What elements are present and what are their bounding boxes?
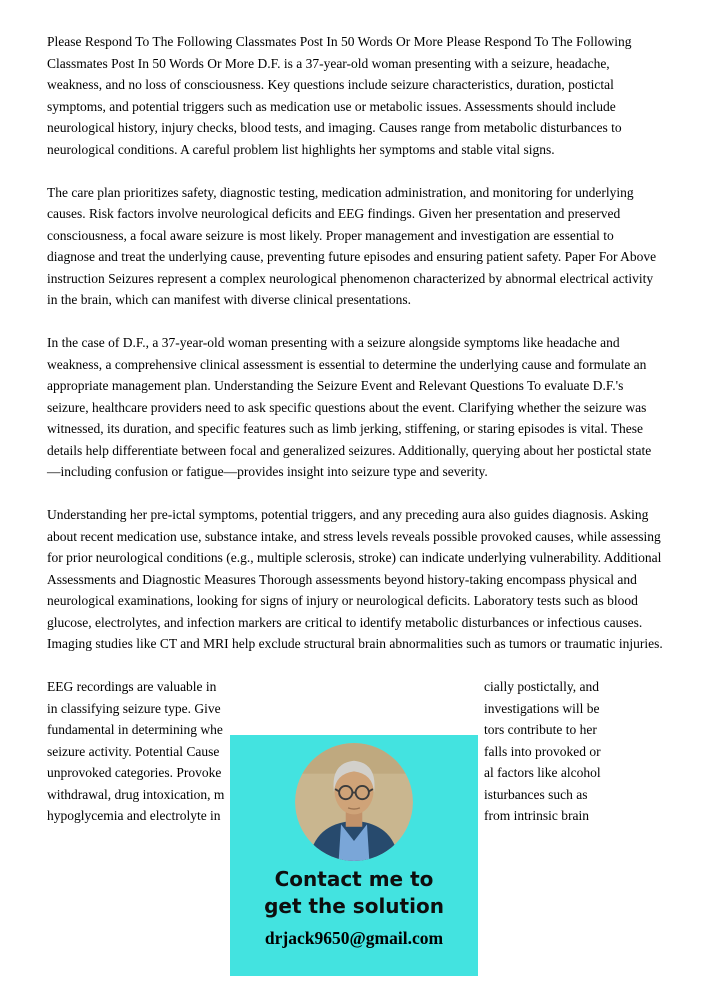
text-line [47,676,663,698]
paragraph: The care plan prioritizes safety, diagnostic testing, medication administration, and monitoring for underlying causes. Risk factors involve neurological deficits and EEG findings. Given her presentation and preserved consciousness, a focal aware seizure is most likely. Proper management and investigation are essential to diagnose and treat the underlying cause, preventing future episodes and ensuring patient safety. Paper For Above instruction Seizures represent a complex neurological phenomenon characterized by abnormal electrical activity in the brain, which can manifest with diverse clinical presentations. [47,184,657,307]
text-line [47,698,663,720]
line-fragment: fundamental in determining whe [47,722,223,737]
document-body [47,31,663,827]
line-fragment: withdrawal, drug intoxication, m [47,786,225,802]
line-fragment: unprovoked categories. Provoke [47,765,222,780]
line-fragment: tors contribute to her [484,722,597,737]
paragraph: Understanding her pre-ictal symptoms, potential triggers, and any preceding aura also guides diagnosis. Asking about recent medication use, substance intake, and stress levels reveals possible provoked causes, while assessing for prior neurological conditions (e.g., multiple sclerosis, stroke) can indicate underlying vulnerability. Additional Assessments and Diagnostic Measures Thorough assessments beyond history-taking encompass physical and neurological examinations, looking for signs of injury or neurological deficits. Laboratory tests such as blood glucose, electrolytes, and infection markers are critical to identify metabolic disturbances or infectious causes. Imaging studies like CT and MRI help exclude structural brain abnormalities such as tumors or traumatic injuries. [47,507,663,651]
line-fragment: al factors like alcohol [484,765,601,780]
paragraph: Please Respond To The Following Classmates Post In 50 Words Or More Please Respond To The Following Classmates Post In 50 Words Or More D.F. is a 37-year-old woman presenting with a seizure, headache, weakness, and no loss of consciousness. Key questions include seizure characteristics, duration, postictal symptoms, and potential triggers such as medication use or metabolic issues. Assessments should include neurological history, injury checks, blood tests, and imaging. Causes range from metabolic disturbances to neurological conditions. A careful problem list highlights her symptoms and stable vital signs. [47,34,632,157]
line-fragment: investigations will be [484,700,600,716]
line-fragment: hypoglycemia and electrolyte in [47,808,221,823]
contact-message-line2: get the solution [264,894,444,918]
contact-email: drjack9650@gmail.com [264,928,444,948]
tutor-photo-icon [295,743,413,861]
line-fragment: cially postictally, and [484,679,599,694]
contact-card [230,735,478,976]
line-fragment: EEG recordings are valuable in [47,679,217,694]
line-fragment: isturbances such as [484,786,588,802]
line-fragment: seizure activity. Potential Cause [47,743,220,759]
line-fragment: in classifying seizure type. Give [47,700,221,716]
avatar [295,743,413,861]
line-fragment: falls into provoked or [484,743,601,759]
line-fragment: from intrinsic brain [484,808,589,823]
contact-message-line1: Contact me to [274,867,434,891]
paragraph: In the case of D.F., a 37-year-old woman presenting with a seizure alongside symptoms like headache and weakness, a comprehensive clinical assessment is essential to determine the underlying cause and formulate an appropriate management plan. Understanding the Seizure Event and Relevant Questions To evaluate D.F.'s seizure, healthcare providers need to ask specific questions about the event. Clarifying whether the seizure was witnessed, its duration, and specific features such as limb jerking, stiffening, or staring episodes is vital. These details help differentiate between focal and generalized seizures. Additionally, querying about her postictal state—including confusion or fatigue—provides insight into seizure type and severity. [47,335,652,479]
